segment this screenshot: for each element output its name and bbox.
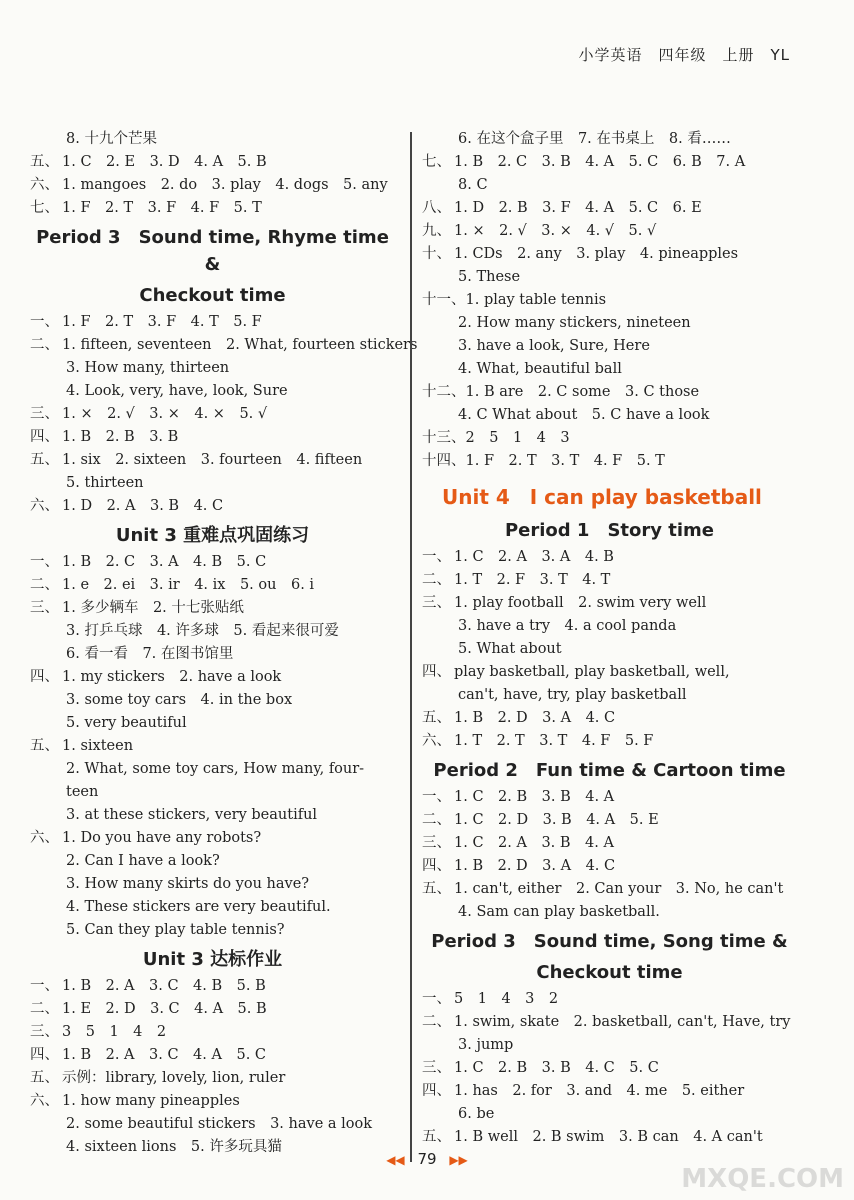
answer-text: 6. 在这个盒子里 7. 在书桌上 8. 看……	[458, 131, 731, 147]
answer-line	[422, 878, 797, 901]
answer-line	[422, 684, 797, 707]
answer-text: 4. Look, very, have, look, Sure	[66, 383, 288, 399]
answer-text: 1. × 2. √ 3. × 4. √ 5. √	[454, 223, 657, 239]
answer-text: 1. B well 2. B swim 3. B can 4. A can't	[454, 1129, 763, 1145]
answer-line	[422, 450, 797, 473]
answer-text: 4. What, beautiful ball	[458, 361, 622, 377]
answer-line	[30, 449, 395, 472]
answer-text: 5. These	[458, 269, 521, 285]
answer-line	[30, 735, 395, 758]
answer-line	[30, 311, 395, 334]
answer-line	[422, 901, 797, 924]
answer-text: 1. sixteen	[62, 738, 134, 754]
question-label: 三、	[30, 600, 59, 616]
answer-text: 1. can't, either 2. Can your 3. No, he can't	[454, 881, 784, 897]
question-label: 二、	[30, 577, 59, 593]
question-label: 三、	[422, 1060, 451, 1076]
question-label: 四、	[422, 858, 451, 874]
answer-text: 1. C 2. A 3. A 4. B	[454, 549, 614, 565]
section-heading: Period 2 Fun time & Cartoon time	[433, 760, 786, 781]
question-label: 五、	[422, 710, 451, 726]
answer-line	[30, 334, 418, 357]
answer-line	[30, 597, 395, 620]
answer-text: 8. C	[458, 177, 488, 193]
answer-line	[422, 786, 797, 809]
answer-text: 4. sixteen lions 5. 许多玩具猫	[66, 1139, 282, 1155]
question-label: 六、	[422, 733, 451, 749]
answer-text: 1. D 2. A 3. B 4. C	[62, 498, 224, 514]
answer-text: 1. fifteen, seventeen 2. What, fourteen stickers	[62, 337, 418, 353]
answer-line	[422, 1103, 797, 1126]
question-label: 十四、	[422, 453, 466, 469]
answer-text: 1. F 2. T 3. F 4. T 5. F	[62, 314, 262, 330]
question-label: 三、	[30, 1024, 59, 1040]
answer-text: 1. E 2. D 3. C 4. A 5. B	[62, 1001, 267, 1017]
question-label: 十一、	[422, 292, 466, 308]
answer-text: 1. C 2. B 3. B 4. C 5. C	[454, 1060, 659, 1076]
answer-line	[422, 335, 797, 358]
answer-text: 1. C 2. B 3. B 4. A	[454, 789, 615, 805]
answer-text: 1. 多少辆车 2. 十七张贴纸	[62, 600, 244, 616]
question-label: 二、	[422, 572, 451, 588]
answer-line	[422, 638, 797, 661]
question-label: 七、	[30, 200, 59, 216]
column-divider	[410, 132, 412, 1162]
answer-text: 3. some toy cars 4. in the box	[66, 692, 293, 708]
section-heading: Period 3 Sound time, Rhyme time &	[36, 227, 389, 275]
answer-text: 5. very beautiful	[66, 715, 187, 731]
answer-text: 1. B 2. A 3. C 4. B 5. B	[62, 978, 266, 994]
answer-line	[422, 707, 797, 730]
answer-text: 3. How many, thirteen	[66, 360, 230, 376]
answer-text: teen	[66, 784, 99, 800]
answer-line	[422, 266, 797, 289]
answer-line	[30, 1067, 395, 1090]
answer-line	[30, 380, 395, 403]
answer-text: 1. B 2. B 3. B	[62, 429, 179, 445]
answer-line	[422, 427, 797, 450]
section-heading: Unit 3 重难点巩固练习	[115, 525, 310, 546]
prev-page-arrow-icon: ◀◀	[386, 1153, 405, 1167]
question-label: 十二、	[422, 384, 466, 400]
question-label: 三、	[422, 595, 451, 611]
answer-line	[30, 357, 395, 380]
answer-text: 1. C 2. E 3. D 4. A 5. B	[62, 154, 267, 170]
answer-line	[30, 758, 395, 781]
answer-line	[30, 998, 395, 1021]
answer-text: 1. T 2. T 3. T 4. F 5. F	[454, 733, 654, 749]
answer-line	[422, 1034, 797, 1057]
answer-line	[422, 174, 797, 197]
answer-text: 1. B 2. D 3. A 4. C	[454, 858, 616, 874]
answer-line	[30, 151, 395, 174]
question-label: 一、	[30, 978, 59, 994]
answer-text: 4. These stickers are very beautiful.	[66, 899, 331, 915]
answer-text: 1. C 2. D 3. B 4. A 5. E	[454, 812, 659, 828]
answer-text: 3. How many skirts do you have?	[66, 876, 310, 892]
page-header: 小学英语 四年级 上册 YL	[578, 46, 790, 64]
answer-line	[422, 1126, 797, 1149]
section-heading: Checkout time	[139, 285, 286, 306]
answer-line	[30, 197, 395, 220]
answer-line	[30, 827, 395, 850]
answer-line	[422, 197, 797, 220]
answer-line	[30, 620, 395, 643]
answer-line	[30, 128, 395, 151]
answer-line	[422, 404, 797, 427]
answer-text: 1. six 2. sixteen 3. fourteen 4. fifteen	[62, 452, 363, 468]
question-label: 五、	[30, 154, 59, 170]
answer-text: 1. has 2. for 3. and 4. me 5. either	[454, 1083, 745, 1099]
answer-text: 4. C What about 5. C have a look	[458, 407, 710, 423]
answer-line	[30, 975, 395, 998]
question-label: 一、	[422, 789, 451, 805]
question-label: 四、	[30, 669, 59, 685]
question-label: 一、	[30, 554, 59, 570]
question-label: 四、	[422, 664, 451, 680]
answer-line	[30, 643, 395, 666]
next-page-arrow-icon: ▶▶	[449, 1153, 468, 1167]
answer-text: 1. e 2. ei 3. ir 4. ix 5. ou 6. i	[62, 577, 315, 593]
question-label: 五、	[30, 452, 59, 468]
question-label: 七、	[422, 154, 451, 170]
answer-text: 4. Sam can play basketball.	[458, 904, 660, 920]
question-label: 六、	[30, 177, 59, 193]
answer-text: 6. be	[458, 1106, 495, 1122]
answer-line	[422, 832, 797, 855]
answer-text: 1. D 2. B 3. F 4. A 5. C 6. E	[454, 200, 702, 216]
answer-line	[30, 551, 395, 574]
question-label: 六、	[30, 498, 59, 514]
answer-line	[422, 988, 797, 1011]
question-label: 五、	[422, 1129, 451, 1145]
question-label: 三、	[30, 406, 59, 422]
answer-line	[422, 569, 797, 592]
answer-text: 1. Do you have any robots?	[62, 830, 262, 846]
answer-line	[422, 289, 797, 312]
answer-line	[422, 730, 797, 753]
question-label: 二、	[422, 812, 451, 828]
answer-line	[422, 1080, 797, 1103]
answer-text: 5. Can they play table tennis?	[66, 922, 285, 938]
answer-text: 2. What, some toy cars, How many, four-	[66, 761, 365, 777]
answer-text: 3 5 1 4 2	[62, 1024, 167, 1040]
answer-line	[422, 312, 797, 335]
answer-line	[422, 243, 797, 266]
answer-text: 1. B 2. C 3. B 4. A 5. C 6. B 7. A	[454, 154, 746, 170]
answer-text: play basketball, play basketball, well,	[454, 664, 730, 680]
answer-text: 5. thirteen	[66, 475, 144, 491]
answer-line	[30, 1021, 395, 1044]
question-label: 三、	[422, 835, 451, 851]
question-label: 十、	[422, 246, 451, 262]
section-heading: Period 3 Sound time, Song time &	[431, 931, 788, 952]
page-number: 79	[417, 1150, 437, 1168]
answer-line	[422, 615, 797, 638]
answer-text: 1. × 2. √ 3. × 4. × 5. √	[62, 406, 268, 422]
answer-text: 3. have a look, Sure, Here	[458, 338, 650, 354]
section-heading: Period 1 Story time	[504, 520, 715, 541]
question-label: 六、	[30, 1093, 59, 1109]
question-label: 五、	[30, 738, 59, 754]
answer-line	[422, 151, 797, 174]
left-column	[30, 128, 418, 1159]
answer-line	[30, 472, 395, 495]
section-heading: Checkout time	[536, 962, 683, 983]
answer-text: 8. 十九个芒果	[66, 131, 157, 147]
answer-line	[422, 128, 797, 151]
answer-line	[30, 403, 395, 426]
answer-line	[422, 546, 797, 569]
answer-text: 1. F 2. T 3. T 4. F 5. T	[465, 453, 665, 469]
answer-line	[30, 804, 395, 827]
answer-line	[30, 1090, 395, 1113]
answer-line	[30, 712, 395, 735]
unit-heading: Unit 4 I can play basketball	[442, 485, 762, 509]
answer-line	[422, 592, 797, 615]
answer-line	[30, 1113, 395, 1136]
answer-line	[422, 358, 797, 381]
question-label: 四、	[30, 1047, 59, 1063]
answer-text: 3. jump	[458, 1037, 514, 1053]
answer-text: 5 1 4 3 2	[454, 991, 559, 1007]
question-label: 十三、	[422, 430, 466, 446]
question-label: 二、	[30, 1001, 59, 1017]
answer-line	[30, 574, 395, 597]
answer-text: 1. T 2. F 3. T 4. T	[454, 572, 611, 588]
answer-text: 6. 看一看 7. 在图书馆里	[66, 646, 234, 662]
answer-text: 1. B 2. A 3. C 4. A 5. C	[62, 1047, 267, 1063]
answer-line	[422, 220, 797, 243]
question-label: 四、	[422, 1083, 451, 1099]
answer-text: 1. play football 2. swim very well	[454, 595, 707, 611]
answer-line	[30, 850, 395, 873]
answer-text: 1. CDs 2. any 3. play 4. pineapples	[454, 246, 739, 262]
answer-line	[422, 661, 797, 684]
section-heading: Unit 3 达标作业	[142, 949, 283, 970]
answer-line	[422, 855, 797, 878]
answer-line	[422, 809, 797, 832]
answer-text: 示例：library, lovely, lion, ruler	[62, 1070, 286, 1086]
answer-text: 5. What about	[458, 641, 562, 657]
answer-text: 1. mangoes 2. do 3. play 4. dogs 5. any	[62, 177, 388, 193]
answer-text: 1. my stickers 2. have a look	[62, 669, 282, 685]
answer-line	[422, 381, 797, 404]
answer-text: 1. play table tennis	[465, 292, 607, 308]
question-label: 九、	[422, 223, 451, 239]
answer-text: 3. 打乒乓球 4. 许多球 5. 看起来很可爱	[66, 623, 339, 639]
answer-text: 2 5 1 4 3	[465, 430, 570, 446]
answer-text: 1. how many pineapples	[62, 1093, 240, 1109]
question-label: 八、	[422, 200, 451, 216]
question-label: 一、	[422, 549, 451, 565]
answer-line	[30, 666, 395, 689]
question-label: 四、	[30, 429, 59, 445]
question-label: 二、	[30, 337, 59, 353]
answer-line	[30, 919, 395, 942]
question-label: 二、	[422, 1014, 451, 1030]
question-label: 五、	[422, 881, 451, 897]
answer-text: 1. swim, skate 2. basketball, can't, Have, try	[454, 1014, 791, 1030]
answer-text: 1. B 2. D 3. A 4. C	[454, 710, 616, 726]
answer-line	[30, 873, 395, 896]
answer-line	[30, 174, 395, 197]
watermark-logo: MXQE.COM	[681, 1164, 844, 1194]
question-label: 六、	[30, 830, 59, 846]
answer-line	[30, 1044, 395, 1067]
question-label: 一、	[422, 991, 451, 1007]
answer-line	[30, 495, 395, 518]
answer-line	[30, 426, 395, 449]
question-label: 五、	[30, 1070, 59, 1086]
question-label: 一、	[30, 314, 59, 330]
answer-text: 1. B are 2. C some 3. C those	[465, 384, 700, 400]
answer-line	[30, 781, 395, 804]
answer-line	[30, 689, 395, 712]
answer-text: 3. at these stickers, very beautiful	[66, 807, 318, 823]
answer-text: 3. have a try 4. a cool panda	[458, 618, 677, 634]
answer-text: 1. F 2. T 3. F 4. F 5. T	[62, 200, 262, 216]
right-column	[422, 128, 797, 1149]
answer-text: 2. How many stickers, nineteen	[458, 315, 691, 331]
answer-line	[30, 896, 395, 919]
answer-line	[422, 1011, 797, 1034]
answer-text: can't, have, try, play basketball	[458, 687, 687, 703]
answer-line	[422, 1057, 797, 1080]
answer-text: 1. C 2. A 3. B 4. A	[454, 835, 614, 851]
answer-text: 1. B 2. C 3. A 4. B 5. C	[62, 554, 267, 570]
answer-text: 2. Can I have a look?	[66, 853, 220, 869]
answer-text: 2. some beautiful stickers 3. have a look	[66, 1116, 373, 1132]
